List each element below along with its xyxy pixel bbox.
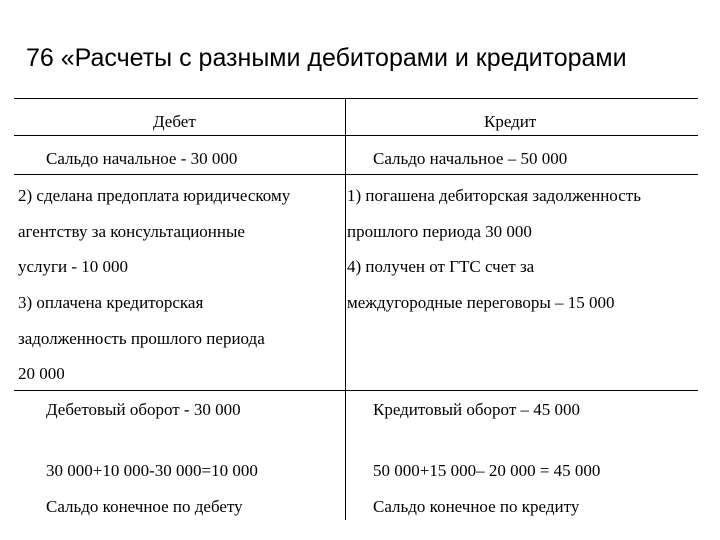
credit-entry-line: прошлого периода 30 000: [347, 222, 532, 241]
debit-entry-line: 3) оплачена кредиторская: [18, 293, 204, 312]
debit-calculation: 30 000+10 000-30 000=10 000: [46, 461, 258, 480]
debit-header: Дебет: [153, 112, 196, 131]
debit-entry-line: 2) сделана предоплата юридическому: [18, 186, 291, 205]
opening-debit: Сальдо начальное - 30 000: [46, 149, 238, 168]
header-bottom-rule: [14, 135, 698, 136]
credit-entry-line: 4) получен от ГТС счет за: [347, 257, 535, 276]
page-title: 76 «Расчеты с разными дебиторами и кредиторами: [26, 44, 627, 72]
credit-entry-line: междугородные переговоры – 15 000: [347, 293, 615, 312]
closing-credit: Сальдо конечное по кредиту: [373, 497, 580, 516]
credit-calculation: 50 000+15 000– 20 000 = 45 000: [373, 461, 601, 480]
credit-header: Кредит: [484, 112, 537, 131]
debit-entry-line: задолженность прошлого периода: [18, 329, 265, 348]
opening-credit: Сальдо начальное – 50 000: [373, 149, 568, 168]
column-divider-upper: [345, 98, 346, 327]
debit-entry-line: услуги - 10 000: [18, 257, 129, 276]
column-divider-lower: [345, 327, 346, 520]
credit-entry-line: 1) погашена дебиторская задолженность: [347, 186, 641, 205]
opening-bottom-rule: [14, 174, 698, 175]
credit-turnover: Кредитовый оборот – 45 000: [373, 400, 581, 419]
closing-debit: Сальдо конечное по дебету: [46, 497, 243, 516]
debit-turnover: Дебетовый оборот - 30 000: [46, 400, 241, 419]
debit-entry-line: агентству за консультационные: [18, 222, 245, 241]
debit-entry-line: 20 000: [18, 364, 65, 383]
table-top-rule: [14, 98, 698, 99]
entries-bottom-rule: [14, 390, 698, 391]
